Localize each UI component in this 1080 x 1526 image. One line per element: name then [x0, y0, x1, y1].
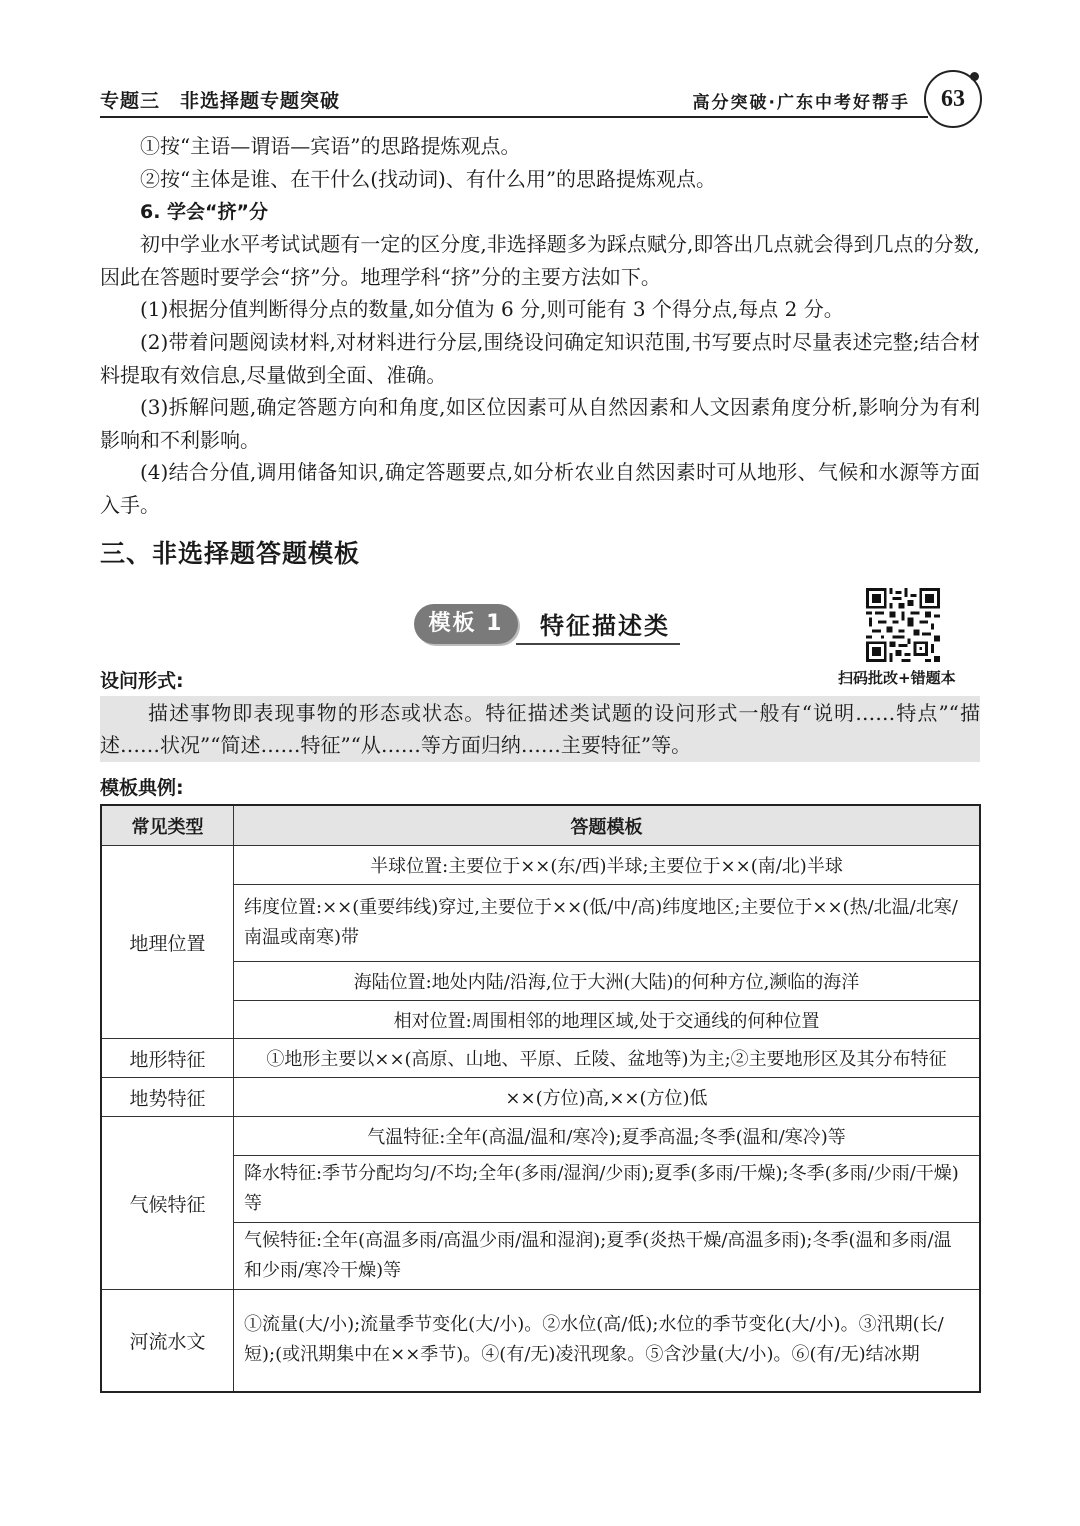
- cell-land-sea-position: 海陆位置:地处内陆/沿海,位于大洲(大陆)的何种方位,濒临的海洋: [234, 962, 981, 1001]
- question-form-box: [100, 696, 980, 762]
- table-row: [101, 846, 980, 885]
- page-number: 63: [924, 70, 982, 128]
- header-answer-template: 答题模板: [234, 805, 981, 846]
- qr-code-icon[interactable]: [866, 588, 940, 662]
- paragraph-point-4: (4)结合分值,调用储备知识,确定答题要点,如分析农业自然因素时可从地形、气候和水源等方面入手。: [100, 460, 980, 517]
- type-relief: 地势特征: [101, 1078, 234, 1117]
- header-rule: [100, 116, 928, 118]
- type-climate: 气候特征: [101, 1117, 234, 1290]
- template-title: 特征描述类: [540, 612, 670, 640]
- table-row: [101, 1001, 980, 1039]
- section-title: 三、非选择题答题模板: [100, 539, 361, 568]
- paragraph-method-2: ②按“主体是谁、在干什么(找动词)、有什么用”的思路提炼观点。: [140, 167, 717, 191]
- subheading-squeeze-points: 6. 学会“挤”分: [140, 201, 269, 223]
- table-header-row: [101, 805, 980, 846]
- running-header-right: 高分突破·广东中考好帮手: [692, 93, 910, 113]
- type-terrain: 地形特征: [101, 1039, 234, 1078]
- table-row: [101, 1223, 980, 1290]
- paragraph-point-1: (1)根据分值判断得分点的数量,如分值为 6 分,则可能有 3 个得分点,每点 2 分。: [140, 297, 844, 321]
- cell-temperature: 气温特征:全年(高温/温和/寒冷);夏季高温;冬季(温和/寒冷)等: [234, 1117, 981, 1156]
- cell-terrain: ①地形主要以××(高原、山地、平原、丘陵、盆地等)为主;②主要地形区及其分布特征: [234, 1039, 981, 1078]
- table-row: [101, 1156, 980, 1223]
- template-table: [100, 804, 981, 1393]
- paragraph-point-2: (2)带着问题阅读材料,对材料进行分层,围绕设问确定知识范围,书写要点时尽量表述完整;结合材料提取有效信息,尽量做到全面、准确。: [100, 330, 980, 387]
- running-header-left: 专题三 非选择题专题突破: [100, 90, 341, 112]
- cell-relative-position: 相对位置:周围相邻的地理区域,处于交通线的何种位置: [234, 1001, 981, 1039]
- type-river-hydrology: 河流水文: [101, 1290, 234, 1392]
- paragraph-method-1: ①按“主语—谓语—宾语”的思路提炼观点。: [140, 134, 521, 158]
- example-label: 模板典例:: [100, 777, 184, 799]
- table-row: [101, 962, 980, 1001]
- table-row: [101, 1078, 980, 1117]
- paragraph-point-3: (3)拆解问题,确定答题方向和角度,如区位因素可从自然因素和人文因素角度分析,影响分为有利影响和不利影响。: [100, 395, 980, 452]
- table-row: [101, 885, 980, 962]
- table-row: [101, 1290, 980, 1392]
- cell-hemisphere-position: 半球位置:主要位于××(东/西)半球;主要位于××(南/北)半球: [234, 846, 981, 885]
- cell-climate: 气候特征:全年(高温多雨/高温少雨/温和湿润);夏季(炎热干燥/高温多雨);冬季(温和多雨/温和少雨/寒冷干燥)等: [234, 1223, 981, 1290]
- cell-latitude-position: 纬度位置:××(重要纬线)穿过,主要位于××(低/中/高)纬度地区;主要位于××(热/北温/北寒/南温或南寒)带: [234, 885, 981, 962]
- page-number-dot: [970, 72, 979, 81]
- table-row: [101, 1117, 980, 1156]
- template-title-underline: [516, 643, 680, 645]
- qr-code-label: 扫码批改+错题本: [838, 669, 956, 687]
- table-row: [101, 1039, 980, 1078]
- type-geo-position: 地理位置: [101, 846, 234, 1039]
- question-form-label: 设问形式:: [100, 670, 184, 692]
- question-form-text: 描述事物即表现事物的形态或状态。特征描述类试题的设问形式一般有“说明……特点”“描述……状况”“简述……特征”“从……等方面归纳……主要特征”等。: [100, 701, 980, 757]
- paragraph-squeeze-intro: 初中学业水平考试试题有一定的区分度,非选择题多为踩点赋分,即答出几点就会得到几点的分数,因此在答题时要学会“挤”分。地理学科“挤”分的主要方法如下。: [100, 232, 980, 289]
- template-number-pill: 模板 1: [414, 604, 518, 644]
- cell-relief: ××(方位)高,××(方位)低: [234, 1078, 981, 1117]
- cell-river-hydrology: ①流量(大/小);流量季节变化(大/小)。②水位(高/低);水位的季节变化(大/小)。③汛期(长/短);(或汛期集中在××季节)。④(有/无)凌汛现象。⑤含沙量(大/小)。⑥(有/无)结冰期: [234, 1290, 981, 1392]
- header-common-type: 常见类型: [101, 805, 234, 846]
- cell-precipitation: 降水特征:季节分配均匀/不均;全年(多雨/湿润/少雨);夏季(多雨/干燥);冬季(多雨/少雨/干燥)等: [234, 1156, 981, 1223]
